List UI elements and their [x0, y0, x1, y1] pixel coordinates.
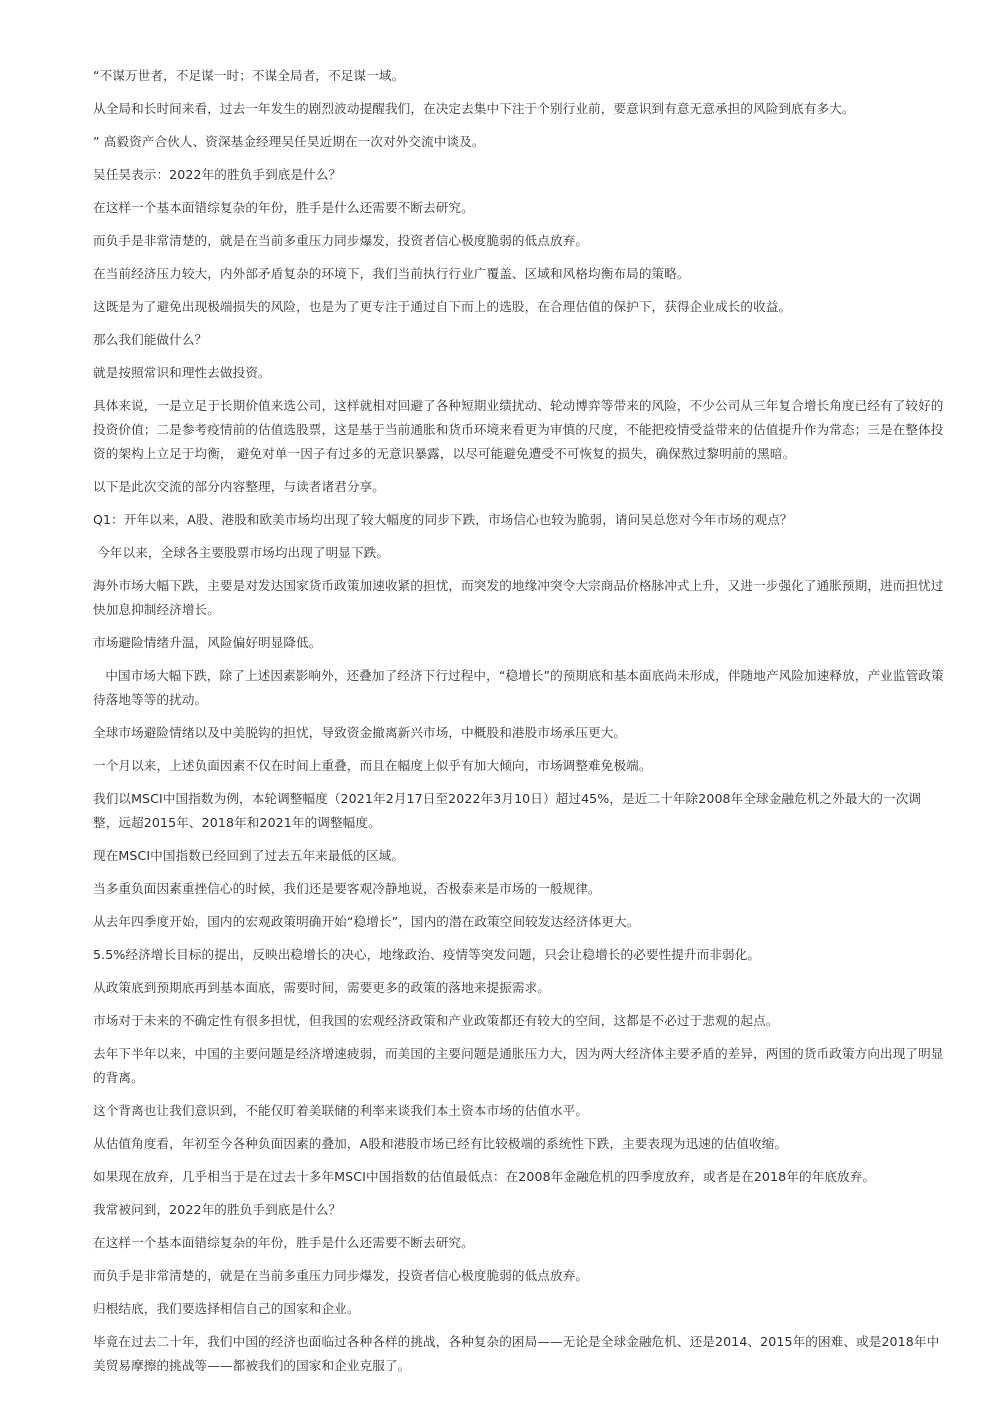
- paragraph: 从政策底到预期底再到基本面底，需要时间，需要更多的政策的落地来提振需求。: [93, 980, 550, 995]
- paragraph: 就是按照常识和理性去做投资。: [93, 365, 271, 380]
- question-paragraph: Q1：开年以来，A股、港股和欧美市场均出现了较大幅度的同步下跌，市场信心也较为脆弱，请问吴总您对今年市场的观点？: [93, 512, 793, 527]
- paragraph: 这个背离也让我们意识到，不能仅盯着美联储的利率来谈我们本土资本市场的估值水平。: [93, 1103, 589, 1118]
- paragraph: 一个月以来，上述负面因素不仅在时间上重叠，而且在幅度上似乎有加大倾向，市场调整难免极端。: [93, 758, 652, 773]
- paragraph: 5.5%经济增长目标的提出，反映出稳增长的决心，地缘政治、疫情等突发问题，只会让稳增长的必要性提升而非弱化。: [93, 947, 761, 962]
- paragraph: “不谋万世者，不足谋一时；不谋全局者，不足谋一域。: [93, 68, 405, 83]
- paragraph: 海外市场大幅下跌，主要是对发达国家货币政策加速收紧的担忧，而突发的地缘冲突令大宗商品价格脉冲式上升，又进一步强化了通胀预期，进而担忧过快加息抑制经济增长。: [93, 578, 944, 617]
- paragraph: 具体来说，一是立足于长期价值来选公司，这样就相对回避了各种短期业绩扰动、轮动博弈等带来的风险，不少公司从三年复合增长角度已经有了较好的投资价值；二是参考疫情前的估值选股票，这是基于当前通胀和货币环境来看更为审慎的尺度，不能把疫情受益带来的估值提升作为常态；三是在整体投资的架构上立足于均衡， 避免对单一因子有过多的无意识暴露，以尽可能避免遭受不可恢复的损失，确保熬过黎明前的黑暗。: [93, 398, 944, 461]
- paragraph: 我们以MSCI中国指数为例，本轮调整幅度（2021年2月17日至2022年3月10日）超过45%，是近二十年除2008年全球金融危机之外最大的一次调整，远超2015年、2018年和2021年的调整幅度。: [93, 791, 922, 830]
- paragraph: 以下是此次交流的部分内容整理，与读者诸君分享。: [93, 479, 385, 494]
- paragraph: 现在MSCI中国指数已经回到了过去五年来最低的区域。: [93, 848, 405, 863]
- paragraph: 这既是为了避免出现极端损失的风险，也是为了更专注于通过自下而上的选股，在合理估值的保护下，获得企业成长的收益。: [93, 299, 792, 314]
- paragraph: 当多重负面因素重挫信心的时候，我们还是要客观冷静地说，否极泰来是市场的一般规律。: [93, 881, 601, 896]
- paragraph: 今年以来，全球各主要股票市场均出现了明显下跌。: [93, 545, 390, 560]
- paragraph: 全球市场避险情绪以及中美脱钩的担忧，导致资金撤离新兴市场，中概股和港股市场承压更大。: [93, 725, 627, 740]
- paragraph: 那么我们能做什么？: [93, 332, 208, 347]
- paragraph: 毕竟在过去二十年，我们中国的经济也面临过各种各样的挑战，各种复杂的困局——无论是全球金融危机、还是2014、2015年的困难、或是2018年中美贸易摩擦的挑战等——都被我们的国家和企业克服了。: [93, 1334, 940, 1373]
- paragraph: 在这样一个基本面错综复杂的年份，胜手是什么还需要不断去研究。: [93, 1235, 474, 1250]
- paragraph: 如果现在放弃，几乎相当于是在过去十多年MSCI中国指数的估值最低点：在2008年金融危机的四季度放弃，或者是在2018年的年底放弃。: [93, 1169, 876, 1184]
- paragraph: 我常被问到，2022年的胜负手到底是什么？: [93, 1202, 342, 1217]
- article-body: [93, 64, 945, 1387]
- paragraph: 从去年四季度开始，国内的宏观政策明确开始“稳增长”，国内的潜在政策空间较发达经济体更大。: [93, 914, 640, 929]
- paragraph: ” 高毅资产合伙人、资深基金经理吴任昊近期在一次对外交流中谈及。: [93, 134, 485, 149]
- paragraph: 而负手是非常清楚的，就是在当前多重压力同步爆发，投资者信心极度脆弱的低点放弃。: [93, 1268, 589, 1283]
- paragraph: 而负手是非常清楚的，就是在当前多重压力同步爆发，投资者信心极度脆弱的低点放弃。: [93, 233, 589, 248]
- paragraph: 市场避险情绪升温，风险偏好明显降低。: [93, 635, 322, 650]
- paragraph: 从全局和长时间来看，过去一年发生的剧烈波动提醒我们，在决定去集中下注于个别行业前，要意识到有意无意承担的风险到底有多大。: [93, 101, 855, 116]
- paragraph: 从估值角度看，年初至今各种负面因素的叠加，A股和港股市场已经有比较极端的系统性下跌，主要表现为迅速的估值收缩。: [93, 1136, 788, 1151]
- paragraph: 中国市场大幅下跌，除了上述因素影响外，还叠加了经济下行过程中，“稳增长”的预期底和基本面底尚未形成，伴随地产风险加速释放，产业监管政策待落地等等的扰动。: [93, 668, 944, 707]
- paragraph: 在这样一个基本面错综复杂的年份，胜手是什么还需要不断去研究。: [93, 200, 474, 215]
- paragraph: 归根结底，我们要选择相信自己的国家和企业。: [93, 1301, 360, 1316]
- paragraph: 市场对于未来的不确定性有很多担忧，但我国的宏观经济政策和产业政策都还有较大的空间，这都是不必过于悲观的起点。: [93, 1013, 779, 1028]
- paragraph: 去年下半年以来，中国的主要问题是经济增速疲弱，而美国的主要问题是通胀压力大，因为两大经济体主要矛盾的差异，两国的货币政策方向出现了明显的背离。: [93, 1046, 944, 1085]
- paragraph: 吴任昊表示：2022年的胜负手到底是什么？: [93, 167, 342, 182]
- paragraph: 在当前经济压力较大，内外部矛盾复杂的环境下，我们当前执行行业广覆盖、区域和风格均衡布局的策略。: [93, 266, 690, 281]
